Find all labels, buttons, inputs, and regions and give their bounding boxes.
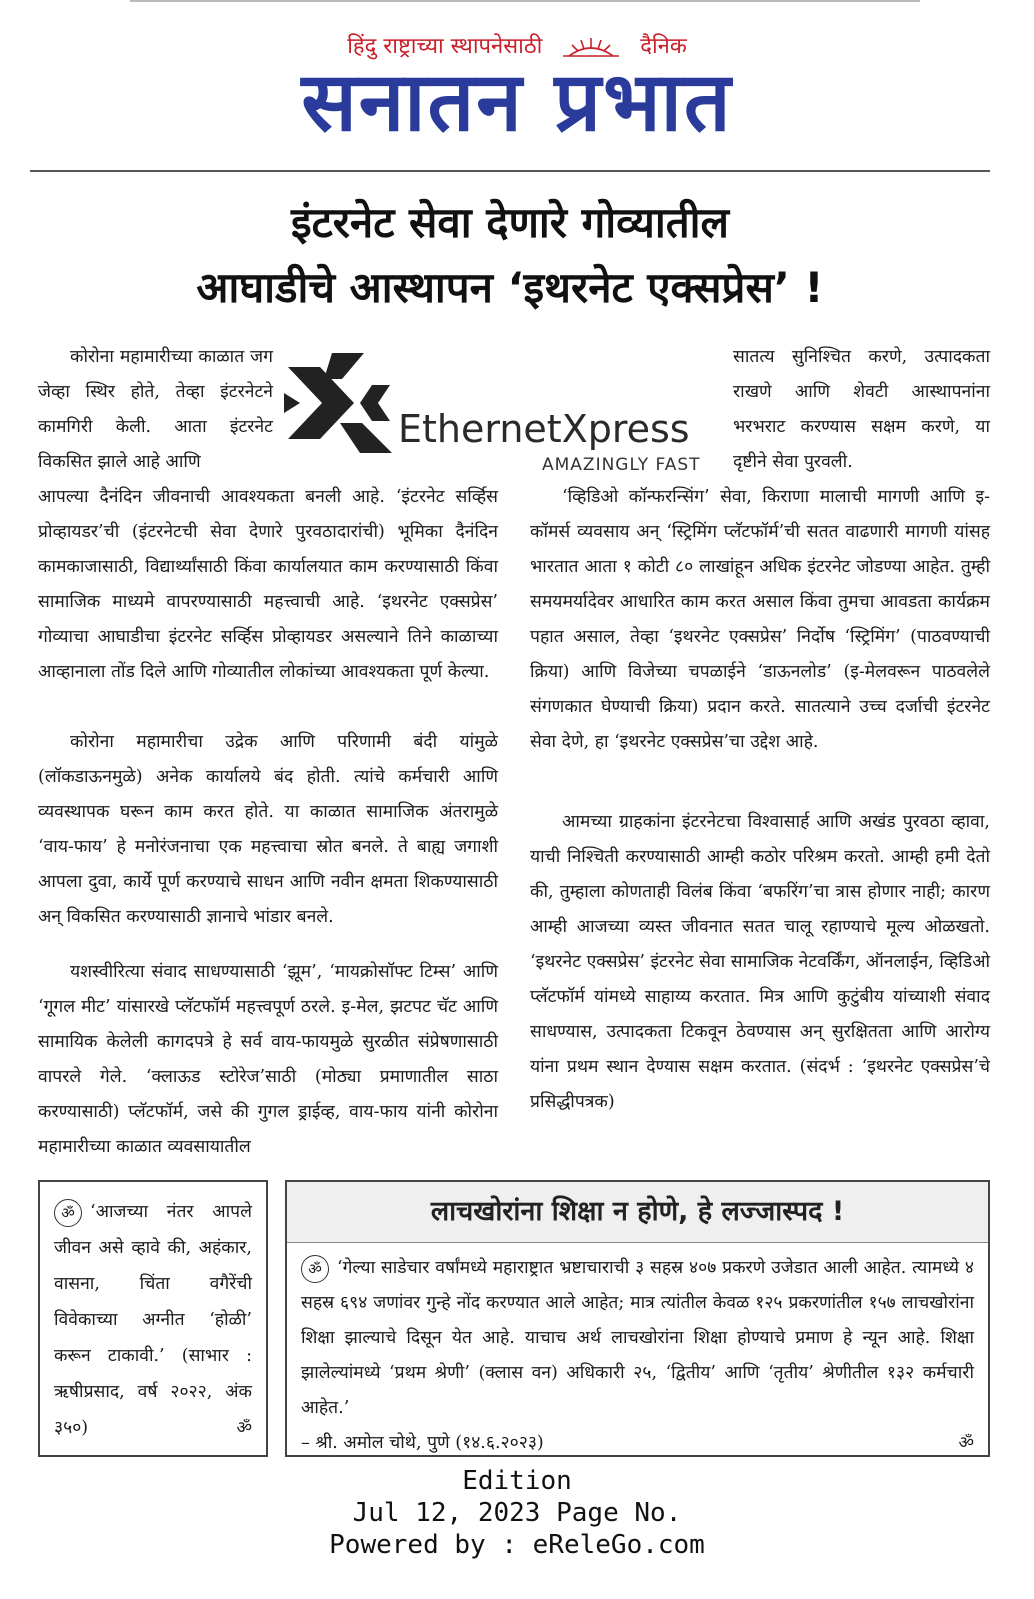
- news-box-body: [287, 1243, 988, 1461]
- logo-wordmark: EthernetXpress: [398, 407, 690, 451]
- footer-date-page: Jul 12, 2023 Page No.: [352, 1498, 682, 1528]
- footer-edition: Edition: [462, 1466, 572, 1496]
- headline-line-2: आघाडीचे आस्थापन ‘इथरनेट एक्सप्रेस’ !: [196, 263, 824, 313]
- news-box-title: लाचखोरांना शिक्षा न होणे, हे लज्जास्पद !: [287, 1182, 988, 1243]
- masthead-divider: [30, 170, 990, 172]
- om-icon: ॐ: [301, 1255, 329, 1283]
- footer-powered-by: Powered by : eReleGo.com: [329, 1530, 705, 1560]
- news-box-author-line: [301, 1426, 974, 1461]
- news-box: [285, 1180, 990, 1457]
- article-left-para-1a: कोरोना महामारीच्या काळात जग जेव्हा स्थिर होते, तेव्हा इंटरनेटने कामगिरी केली. आता इंटरनेट विकसित झाले आहे आणि: [38, 347, 273, 472]
- quote-box: [38, 1180, 268, 1457]
- om-end-icon: ॐ: [236, 1418, 252, 1438]
- tagline-right: दैनिक: [640, 34, 687, 59]
- top-border: [130, 0, 920, 2]
- article-left-para-1b: आपल्या दैनंदिन जीवनाची आवश्यकता बनली आहे. ‘इंटरनेट सर्व्हिस प्रोव्हायडर’ची (इंटरनेटची सेवा देणारे पुरवठादारांची) भूमिका दैनंदिन कामकाजासाठी, विद्यार्थ्यांसाठी किंवा कार्यालयात काम करण्यासाठी किंवा सामाजिक माध्यमे वापरण्यासाठी महत्त्वाची आहे. ‘इथरनेट एक्सप्रेस’ गोव्याचा आघाडीचा इंटरनेट सर्व्हिस प्रोव्हायडर असल्याने तिने काळाच्या आव्हानाला तोंड दिले आणि गोव्यातील लोकांच्या आवश्यकता पूर्ण केल्या.: [38, 487, 498, 682]
- news-box-text: ‘गेल्या साडेचार वर्षांमध्ये महाराष्ट्रात भ्रष्टाचाराची ३ सहस्र ४०७ प्रकरणे उजेडात आली आहेत. त्यामध्ये ४ सहस्र ६९४ जणांवर गुन्हे नोंद करण्यात आले आहेत; मात्र त्यांतील केवळ १२५ प्रकरणांतील १५७ लाचखोरांना शिक्षा झाल्याचे दिसून येत आहे. याचाच अर्थ लाचखोरांना शिक्षा होण्याचे प्रमाण हे न्यून आहे. शिक्षा झालेल्यांमध्ये ‘प्रथम श्रेणी’ (क्लास वन) अधिकारी २५, ‘द्वितीय’ आणि ‘तृतीय’ श्रेणीतील १३२ कर्मचारी आहेत.’: [301, 1258, 974, 1418]
- om-icon: ॐ: [54, 1199, 82, 1227]
- article-right-para-3: आमच्या ग्राहकांना इंटरनेटचा विश्वासार्ह आणि अखंड पुरवठा व्हावा, याची निश्चिती करण्यासाठी आम्ही कठोर परिश्रम करतो. आम्ही हमी देतो की, तुम्हाला कोणताही विलंब किंवा ‘बफरिंग’चा त्रास होणार नाही; कारण आम्ही आजच्या व्यस्त जीवनात सतत चालू रहाण्याचे मूल्य ओळखतो. ‘इथरनेट एक्सप्रेस’ इंटरनेट सेवा सामाजिक नेटवर्किंग, ऑनलाईन, व्हिडिओ प्लॅटफॉर्म यांमध्ये साहाय्य करतात. मित्र आणि कुटुंबीय यांच्याशी संवाद साधण्यास, उत्पादकता टिकवून ठेवण्यास अन् सुरक्षितता आणि आरोग्य यांना प्रथम स्थान देण्यास सक्षम करतात. (संदर्भ : ‘इथरनेट एक्सप्रेस’चे प्रसिद्धीपत्रक): [530, 812, 990, 1112]
- tagline-left: हिंदु राष्ट्राच्या स्थापनेसाठी: [347, 34, 543, 59]
- logo-slogan: AMAZINGLY FAST: [542, 455, 701, 475]
- article-headline: [30, 190, 990, 320]
- article-left-para-3: यशस्वीरित्या संवाद साधण्यासाठी ‘झूम’, ‘मायक्रोसॉफ्ट टिम्स’ आणि ‘गूगल मीट’ यांसारखे प्लॅटफॉर्म महत्त्वपूर्ण ठरले. इ-मेल, झटपट चॅट आणि सामायिक केलेली कागदपत्रे हे सर्व वाय-फायमुळे सुरळीत संप्रेषणासाठी वापरले गेले. ‘क्लाऊड स्टोरेज’साठी (मोठ्या प्रमाणातील साठा करण्यासाठी) प्लॅटफॉर्म, जसे की गुगल ड्राईव्ह, वाय-फाय यांनी कोरोना महामारीच्या काळात व्यवसायातील: [38, 962, 498, 1157]
- quote-text: ‘आजच्या नंतर आपले जीवन असे व्हावे की, अहंकार, वासना, चिंता वगैरेंची विवेकाच्या अग्नीत ‘होळी’ करून टाकावी.’ (साभार : ऋषीप्रसाद, वर्ष २०२२, अंक ३५०): [54, 1202, 252, 1438]
- masthead-title: सनातन प्रभात: [301, 55, 733, 150]
- article-left-para-2: कोरोना महामारीचा उद्रेक आणि परिणामी बंदी यांमुळे (लॉकडाऊनमुळे) अनेक कार्यालये बंद होती. त्यांचे कर्मचारी आणि व्यवस्थापक घरून काम करत होते. या काळात सामाजिक अंतरामुळे ‘वाय-फाय’ हे मनोरंजनाचा एक महत्त्वाचा स्रोत बनले. ते बाह्य जगाशी आपला दुवा, कार्ये पूर्ण करण्याचे साधन आणि नवीन क्षमता शिकण्यासाठी अन् विकसित करण्यासाठी ज्ञानाचे भांडार बनले.: [38, 732, 498, 927]
- article-right-para-2: ‘व्हिडिओ कॉन्फरन्सिंग’ सेवा, किराणा मालाची मागणी आणि इ-कॉमर्स व्यवसाय अन् ‘स्ट्रिमिंग प्लॅटफॉर्म’ची सतत वाढणारी मागणी यांसह भारतात आता १ कोटी ८० लाखांहून अधिक इंटरनेट जोडण्या आहेत. तुम्ही समयमर्यादेवर आधारित काम करत असाल किंवा तुमचा आवडता कार्यक्रम पहात असाल, तेव्हा ‘इथरनेट एक्सप्रेस’ निर्दोष ‘स्ट्रिमिंग’ (पाठवण्याची क्रिया) आणि विजेच्या चपळाईने ‘डाऊनलोड’ (इ-मेलवरून पाठवलेले संगणकात घेण्याची क्रिया) प्रदान करते. सातत्याने उच्च दर्जाची इंटरनेट सेवा देणे, हा ‘इथरनेट एक्सप्रेस’चा उद्देश आहे.: [530, 487, 990, 752]
- article-right-para-1: सातत्य सुनिश्चित करणे, उत्पादकता राखणे आणि शेवटी आस्थापनांना भरभराट करण्यास सक्षम करणे, या दृष्टीने सेवा पुरवली.: [733, 347, 990, 472]
- news-box-author: – श्री. अमोल चोथे, पुणे (१४.६.२०२३): [301, 1433, 544, 1453]
- om-end-icon: ॐ: [958, 1433, 974, 1453]
- headline-line-1: इंटरनेट सेवा देणारे गोव्यातील: [290, 198, 730, 247]
- ethernetxpress-mark-icon: [280, 345, 405, 455]
- ethernetxpress-logo: [280, 345, 730, 485]
